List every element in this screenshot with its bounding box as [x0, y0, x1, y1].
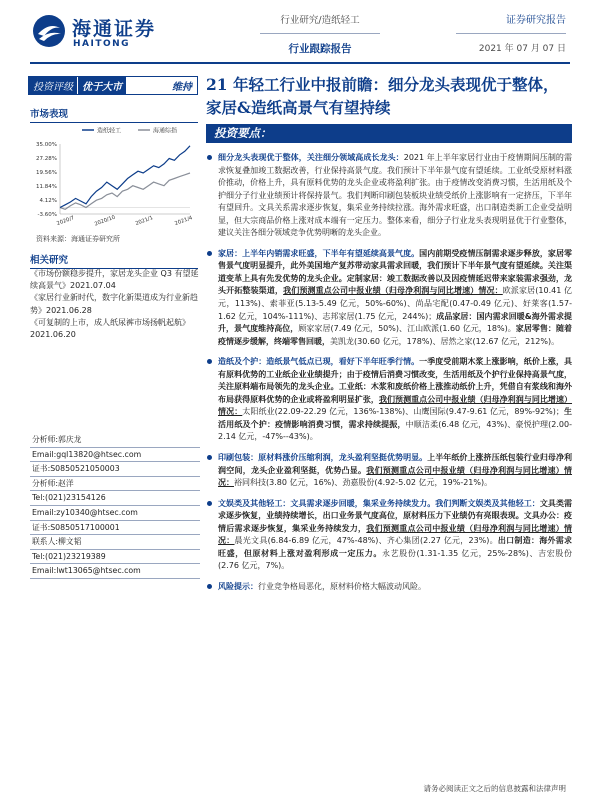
rating-value: 优于大市: [78, 77, 126, 94]
y-tick-label: 11.84%: [36, 184, 57, 190]
haitong-logo: [32, 12, 172, 56]
point-forecast-values: 太阳纸业(22.09-22.29 亿元，136%-138%)、山鹰国际(9.47-9.61 亿元，89%-92%)；: [242, 407, 564, 417]
disclaimer-footer: 请务必阅读正文之后的信息披露和法律声明: [423, 784, 566, 793]
x-tick-label: 2021/4: [174, 215, 194, 228]
point-bold-text: 国内前期受疫情压制需求逐步释放，家居零售景气度明显提升，此外美国地产复苏带动家具需求回暖，我们预计下半年景气度有望延续。关注渠道变革上具有先发优势的龙头企业。定制家居：竣工数据改善以及因疫情延迟带来家装需求强劲，龙头开拓整装渠道，: [218, 248, 573, 296]
header-brand-block: [456, 14, 566, 54]
related-research-title: 相关研究: [30, 252, 198, 269]
header-category-block: [260, 14, 380, 56]
point-forecast-values: 美凯龙(30.60 亿元，178%)、居然之家(12.67 亿元，212%)。: [330, 336, 560, 346]
header-divider: [30, 62, 570, 64]
point-overview: [206, 152, 572, 240]
analyst-row: 证书:S0850517100001: [30, 521, 200, 536]
point-forecast-label: 我们预测重点公司中报业绩（归母净利润与同比增速）情况：: [283, 286, 503, 296]
y-tick-label: 27.28%: [36, 156, 57, 162]
chart-source: 资料来源：海通证券研究所: [36, 235, 120, 243]
point-forecast-values: 裕同科技(3.80 亿元，16%)、劲嘉股份(4.92-5.02 亿元，19%-21%)。: [234, 478, 493, 488]
point-body: 2021 年上半年家居行业由于疫情期间压制的需求恢复叠加竣工数据改善，行业保持高景气度。我们预计下半年景气度有望延续。工业纸受原材料涨价推动，价格上升，具有原料优势的龙头企业或将盈利扩张。由于疫情改变消费习惯，生活用纸及个护细分子行业业绩预计将保持景气。我们判断印刷包装板块业绩受纸价上涨影响有一定挤压，下半年有望回升。文具关系需求逐步恢复，集采业务持续拉涨。海外需求旺盛，出口制造类新工企业受益明显，但大宗商品价格上涨对成本端有一定压力。整体来看，细分子行业龙头表现明显优于行业整体，建议关注各细分领域竞争优势明晰的龙头企业。: [218, 153, 572, 238]
rating-label: 投资评级: [29, 77, 77, 94]
report-brand: 证券研究报告: [456, 14, 566, 34]
market-performance-title: 市场表现: [30, 106, 198, 123]
analyst-row: 证书:S0850521050003: [30, 462, 200, 477]
point-heading: 印刷包装：原材料涨价压缩利润，龙头盈利坚挺优势明显。: [218, 453, 428, 463]
series-line: [60, 173, 190, 209]
point-subsector: 生活用纸及个护：疫情影响消费习惯，需求持续提振，: [218, 407, 573, 429]
point-bold-text: 一季度受前期木浆上涨影响，纸价上涨，具有原料优势的工业纸企业业绩提升；由于疫情后消费习惯改变，生活用纸及个护行业保持高景气度，关注原料端布局领先的龙头企业。工业纸：木浆和废纸价格上涨推动纸价上升，凭借自有浆线和海外布局获得原料优势的企业或将盈利明显扩张，: [218, 357, 573, 404]
point-bold-text: 上半年纸价上涨挤压纸包装行业归母净利润空间，龙头企业盈利坚挺，优势凸显。: [218, 453, 573, 475]
report-type: 行业跟踪报告: [288, 43, 352, 55]
point-heading: 家居：上半年内销需求旺盛，下半年有望延续高景气度。: [218, 248, 420, 258]
point-forecast-values: 顾家家居(7.49 亿元，50%)、江山欧派(1.60 亿元，18%)。: [298, 324, 516, 334]
point-bold-text: 文具类需求逐步恢复，业绩持续增长，出口业务景气度高位，原材料压力下业绩仍有亮眼表现。文具办公：疫情后需求逐步恢复，集采业务持续发力，: [218, 498, 572, 533]
investment-points-header: 投资要点：: [206, 124, 572, 143]
analyst-row[interactable]: Email:gql13820@htsec.com: [30, 448, 200, 463]
report-date: 2021 年 07 月 07 日: [478, 44, 566, 54]
point-subsector: 出口制造：海外需求旺盛，但原材料上涨对盈利形成一定压力。: [218, 536, 573, 558]
point-forecast-label: 我们预测重点公司中报业绩（归母净利润与同比增速）情况：: [218, 394, 573, 417]
point-forecast-values: 永艺股份(1.31-1.35 亿元，25%-28%)、吉宏股份(2.76 亿元，7%)。: [218, 548, 573, 571]
point-heading: 风险提示：: [218, 581, 258, 591]
rating-action: 维持: [172, 82, 192, 93]
y-tick-label: -3.60%: [37, 212, 57, 218]
analyst-row: 分析师:赵洋: [30, 477, 200, 492]
market-chart-svg: [30, 122, 198, 232]
point-forecast-label: 我们预测重点公司中报业绩（归母净利润与同比增速）情况：: [218, 523, 573, 546]
point-forecast-values: 欧派家居(10.41 亿元，113%)、索菲亚(5.13-5.49 亿元，50%-60%)、尚品宅配(0.47-0.49 亿元)、好莱客(1.57-1.62 亿元，104%-111%)、志邦家居(1.75 亿元，244%)；: [218, 286, 573, 321]
point-body: 行业竞争格局恶化，原材料价格大幅波动风险。: [258, 581, 426, 591]
related-item[interactable]: 《市场份额稳步提升，家居龙头企业 Q3 有望延续高景气》2021.07.04: [30, 269, 199, 291]
logo-chinese-text: 海通证券: [72, 18, 157, 40]
analyst-row: Tel:(021)23154126: [30, 491, 200, 506]
logo-english-text: HAITONG: [73, 39, 131, 49]
related-item[interactable]: 《家居行业新时代，数字化新渠道成为行业新趋势》2021.06.28: [30, 293, 198, 315]
point-printing-packaging: [206, 452, 572, 490]
point-risk: [206, 581, 572, 594]
market-performance-chart: [30, 122, 198, 232]
y-tick-label: 35.00%: [36, 142, 57, 148]
analyst-row[interactable]: Email:zy10340@htsec.com: [30, 506, 200, 521]
related-item[interactable]: 《可复制的上市，成人纸尿裤市场扬帆起航》2021.06.20: [30, 317, 190, 340]
point-home-furnishing: [206, 248, 572, 348]
analyst-row[interactable]: Email:lwt13065@htsec.com: [30, 564, 200, 579]
analyst-contacts: [30, 433, 200, 579]
point-stationery-other: [206, 498, 572, 573]
x-tick-label: 2021/1: [134, 215, 154, 228]
analyst-row: 分析师:郭庆龙: [30, 433, 200, 448]
x-tick-label: 2020/10: [93, 214, 117, 228]
y-tick-label: 4.12%: [39, 198, 57, 204]
analyst-row: Tel:(021)23219389: [30, 550, 200, 565]
point-forecast-label: 我们预测重点公司中报业绩（归母净利润与同比增速）情况：: [218, 465, 573, 488]
point-heading: 文娱类及其他轻工：文具需求逐步回暖，集采业务持续发力。我们判断文娱类及其他轻工：: [218, 498, 540, 508]
point-heading: 造纸及个护：造纸景气低点已现，看好下半年旺季行情。: [218, 357, 420, 367]
point-heading: 细分龙头表现优于整体，关注细分领域高成长龙头：: [218, 153, 404, 162]
related-research-list: [30, 268, 200, 341]
analyst-row: 联系人:柳文韬: [30, 535, 200, 550]
investment-points: [206, 152, 572, 594]
point-subsector: 家居零售：随着疫情逐步缓解，终端零售回暖，: [218, 324, 573, 346]
point-subsector: 成品家居：国内需求回暖&海外需求提升，景气度维持高位，: [218, 311, 572, 334]
report-title: 21 年轻工行业中报前瞻：细分龙头表现优于整体，家居&造纸高景气有望持续: [206, 75, 559, 117]
report-category: 行业研究/造纸轻工: [260, 14, 380, 34]
y-tick-label: 19.56%: [36, 170, 57, 176]
series-line: [60, 146, 190, 208]
point-paper-care: [206, 356, 572, 444]
point-forecast-values: 晨光文具(6.84-6.89 亿元，47%-48%)、齐心集团(2.27 亿元，23%)。: [234, 536, 498, 546]
x-tick-label: 2020/7: [56, 215, 76, 228]
haitong-logo-mark-icon: [32, 14, 66, 48]
point-forecast-values: 中顺洁柔(6.48 亿元，43%)、豪悦护理(2.00-2.14 亿元，-47%--43%)。: [218, 419, 573, 442]
legend-label: 造纸轻工: [97, 127, 122, 135]
investment-rating: [28, 76, 198, 95]
legend-label: 海通综指: [153, 127, 178, 135]
